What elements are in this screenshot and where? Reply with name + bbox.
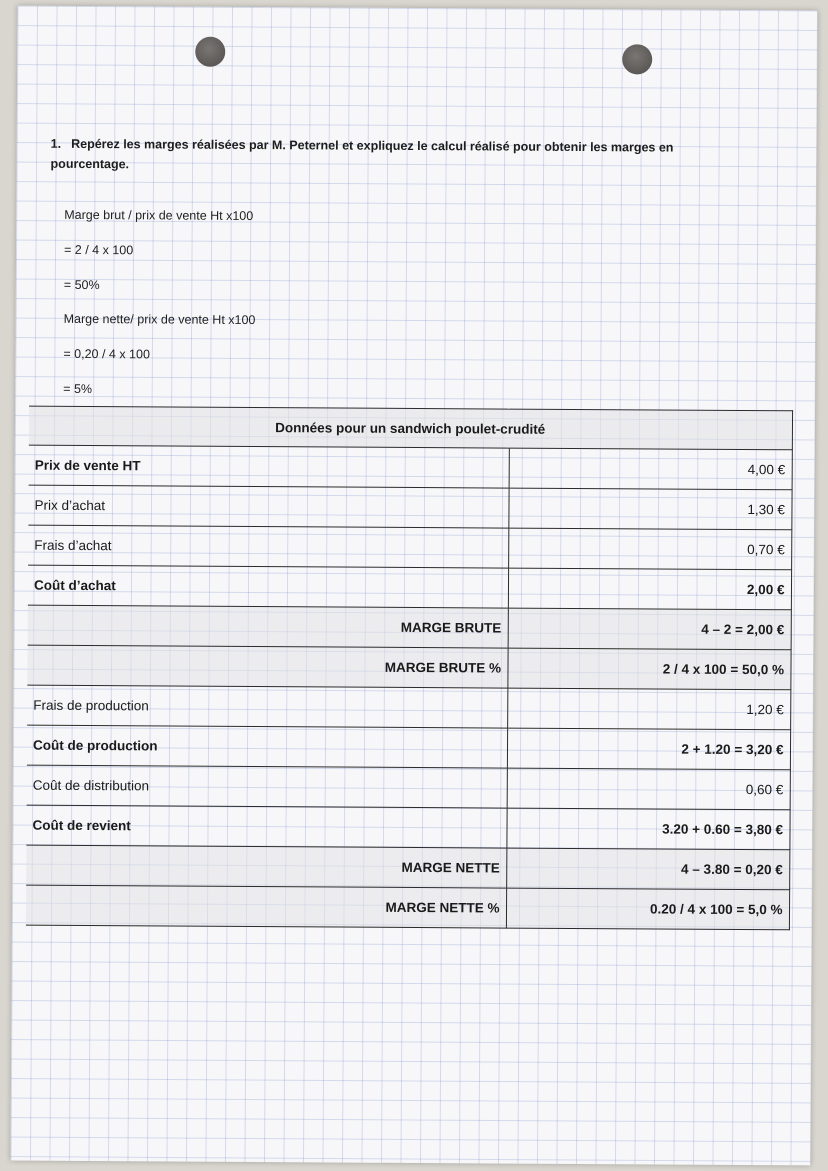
row-label-marge-nette-pct: MARGE NETTE %	[26, 885, 506, 928]
answer-line: = 0,20 / 4 x 100	[63, 346, 150, 362]
table-row	[26, 885, 789, 930]
row-label-frais-production: Frais de production	[27, 685, 507, 728]
answer-line: Marge nette/ prix de vente Ht x100	[63, 311, 256, 328]
table-row	[28, 485, 791, 530]
answer-line: = 2 / 4 x 100	[64, 242, 134, 258]
table-row	[27, 685, 790, 730]
table-row	[26, 845, 789, 890]
row-value-marge-brute: 4 – 2 = 2,00 €	[508, 608, 791, 650]
row-label-prix-vente: Prix de vente HT	[29, 445, 509, 488]
row-value-marge-nette-pct: 0.20 / 4 x 100 = 5,0 %	[506, 888, 789, 930]
row-value-cout-distribution: 0,60 €	[507, 768, 790, 810]
grid-paper-sheet	[10, 6, 817, 1166]
answer-line: = 5%	[63, 381, 93, 397]
punch-hole	[195, 37, 225, 67]
row-value-frais-achat: 0,70 €	[508, 528, 791, 570]
row-value-marge-brute-pct: 2 / 4 x 100 = 50,0 %	[507, 648, 790, 690]
row-label-cout-achat: Coût d’achat	[28, 565, 508, 608]
row-label-cout-production: Coût de production	[27, 725, 507, 768]
row-label-frais-achat: Frais d’achat	[28, 525, 508, 568]
answer-line: = 50%	[63, 277, 100, 293]
table-row	[28, 525, 791, 570]
row-value-cout-achat: 2,00 €	[508, 568, 791, 610]
answer-line: Marge brut / prix de vente Ht x100	[64, 207, 254, 224]
table-title: Données pour un sandwich poulet-crudité	[29, 406, 792, 450]
table-row	[26, 805, 789, 850]
table-row	[27, 725, 790, 770]
table-row	[28, 565, 791, 610]
table-header-row	[29, 406, 792, 450]
row-value-prix-achat: 1,30 €	[508, 488, 791, 530]
row-value-marge-nette: 4 – 3.80 = 0,20 €	[506, 848, 789, 890]
row-label-marge-brute: MARGE BRUTE	[28, 605, 508, 648]
punch-hole	[622, 44, 652, 74]
table-row	[29, 445, 792, 490]
question-number: 1.	[50, 136, 62, 151]
table-row	[28, 605, 791, 650]
data-table	[26, 406, 793, 931]
row-label-cout-revient: Coût de revient	[26, 805, 506, 848]
row-value-prix-vente: 4,00 €	[509, 448, 792, 490]
table-row	[27, 765, 790, 810]
table-row	[27, 645, 790, 690]
row-label-prix-achat: Prix d’achat	[28, 485, 508, 528]
row-label-cout-distribution: Coût de distribution	[27, 765, 507, 808]
row-value-cout-production: 2 + 1.20 = 3,20 €	[507, 728, 790, 770]
row-label-marge-brute-pct: MARGE BRUTE %	[27, 645, 507, 688]
question	[51, 134, 731, 178]
row-value-cout-revient: 3.20 + 0.60 = 3,80 €	[506, 808, 789, 850]
row-value-frais-production: 1,20 €	[507, 688, 790, 730]
question-text: Repérez les marges réalisées par M. Peternel et expliquez le calcul réalisé pour obtenir les marges en pourcentage.	[50, 136, 674, 172]
row-label-marge-nette: MARGE NETTE	[26, 845, 506, 888]
